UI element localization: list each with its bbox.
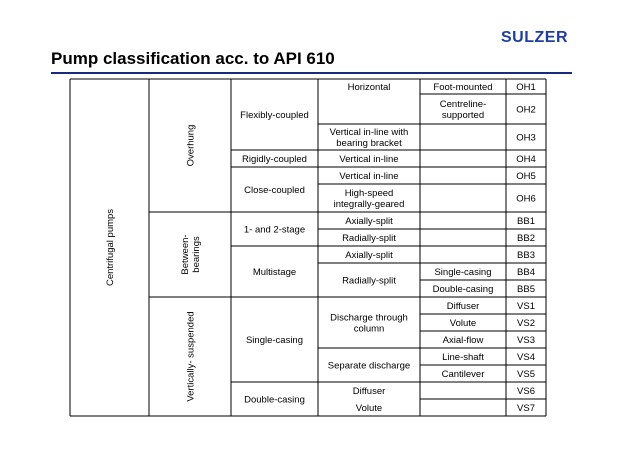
code-cell: BB5: [517, 284, 535, 295]
c4-axially_split_1: Axially-split: [345, 216, 393, 227]
c5-cantilever: Cantilever: [441, 369, 485, 380]
page-title: Pump classification acc. to API 610: [51, 49, 335, 68]
code-cell: BB3: [517, 250, 535, 261]
c3-multistage: Multistage: [252, 267, 297, 278]
sulzer-logo: SULZER: [501, 29, 568, 46]
code-cell: OH5: [516, 171, 536, 182]
group-between-bearings: Between-bearings: [180, 234, 202, 275]
code-cell: OH4: [516, 154, 536, 165]
c4-vertical_inline_1: Vertical in-line: [339, 154, 399, 165]
c5-double_casing: Double-casing: [432, 284, 494, 295]
c5-axial_flow: Axial-flow: [442, 335, 484, 346]
c4-volute: Volute: [355, 403, 383, 414]
c4-vertical_inline_2: Vertical in-line: [339, 171, 399, 182]
c3-one_two_stage: 1- and 2-stage: [243, 224, 306, 236]
c5-single_casing: Single-casing: [434, 267, 492, 278]
group-vertically-suspended: Vertically- suspended: [185, 311, 197, 402]
c4-separate_discharge: Separate discharge: [327, 360, 411, 372]
code-cell: BB2: [517, 233, 535, 244]
c5-line_shaft: Line-shaft: [442, 352, 484, 363]
c3-rigidly_coupled: Rigidly-coupled: [242, 154, 307, 165]
c5-diffuser: Diffuser: [446, 301, 480, 312]
code-cell: VS6: [517, 386, 535, 397]
root-label: Centrifugal pumps: [105, 208, 116, 287]
c4-radially_split_1: Radially-split: [342, 233, 396, 244]
c5-volute: Volute: [449, 318, 477, 329]
c4-diffuser: Diffuser: [352, 386, 386, 397]
c4-axially_split_2: Axially-split: [345, 250, 393, 261]
c3-flexibly_coupled: Flexibly-coupled: [240, 110, 309, 121]
c4-discharge_column: Discharge through column: [330, 312, 408, 335]
code-cell: VS5: [517, 369, 535, 380]
code-cell: OH2: [516, 104, 536, 116]
code-cell: OH1: [516, 82, 536, 93]
code-cell: VS2: [517, 318, 535, 329]
c4-vertical_inline_bracket: Vertical in-line with bearing bracket: [329, 127, 409, 149]
c3-double_casing: Double-casing: [244, 394, 305, 406]
code-cell: VS7: [517, 403, 535, 414]
c4-horizontal: Horizontal: [347, 82, 391, 93]
code-cell: OH6: [516, 193, 536, 205]
group-overhung: Overhung: [185, 124, 197, 167]
code-cell: BB1: [517, 216, 535, 227]
c4-radially_split_2: Radially-split: [342, 275, 396, 287]
code-cell: OH3: [516, 132, 536, 144]
code-cell: BB4: [517, 267, 535, 278]
c5-centreline: Centreline-supported: [439, 99, 487, 121]
code-cell: VS3: [517, 335, 535, 346]
c5-foot_mounted: Foot-mounted: [433, 82, 493, 93]
c3-single_casing: Single-casing: [245, 335, 304, 346]
code-cell: VS1: [517, 301, 535, 312]
c3-close_coupled: Close-coupled: [244, 185, 305, 196]
c4-high_speed: High-speed integrally-geared: [333, 188, 405, 210]
code-cell: VS4: [517, 352, 535, 363]
